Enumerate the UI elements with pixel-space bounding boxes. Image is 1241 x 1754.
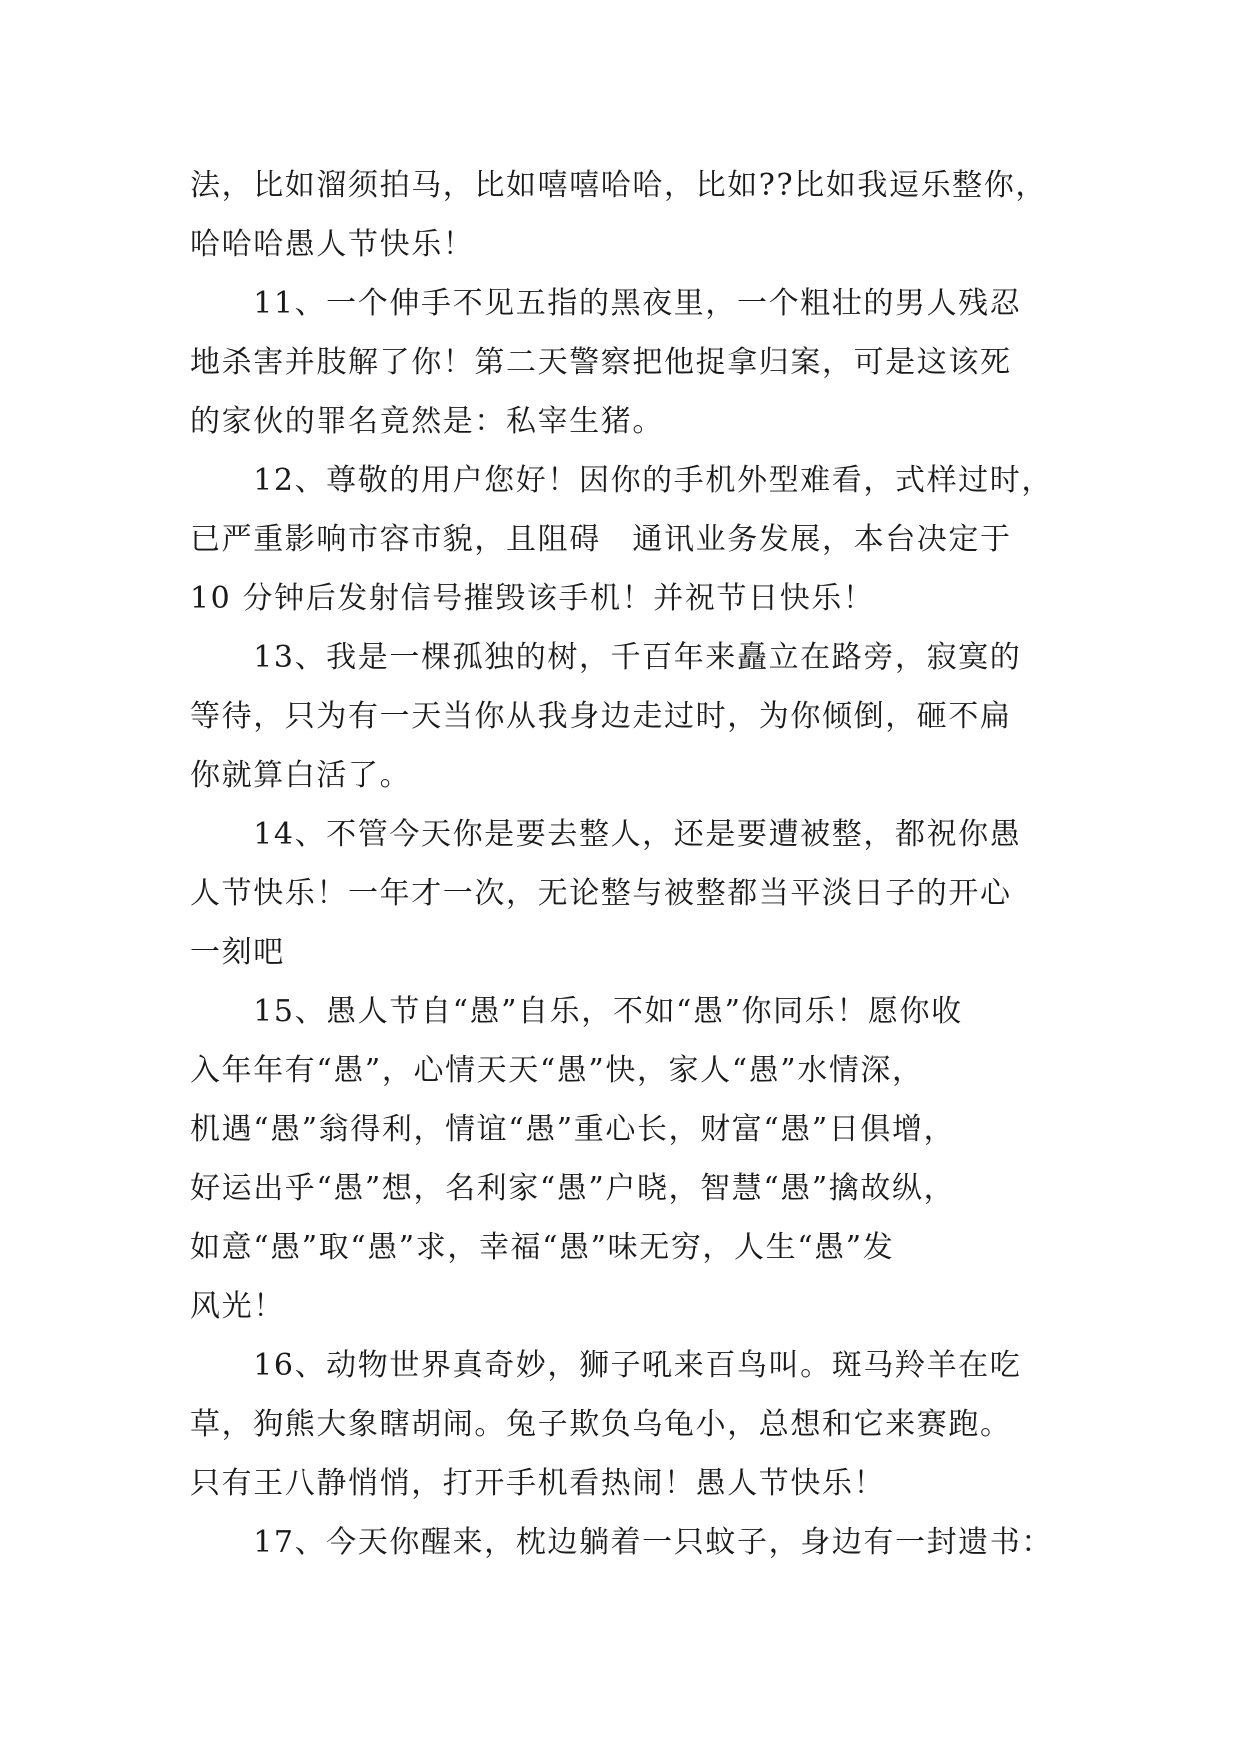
text-line: 只有王八静悄悄，打开手机看热闹！愚人节快乐！ <box>190 1466 886 1501</box>
text-line: 法，比如溜须拍马，比如嘻嘻哈哈，比如??比如我逗乐整你， <box>190 168 1047 203</box>
text-line: 14、不管今天你是要去整人，还是要遭被整，都祝你愚 <box>190 817 1022 852</box>
text-line: 风光！ <box>190 1289 285 1324</box>
text-line: 入年年有“愚”，心情天天“愚”快，家人“愚”水情深， <box>190 1053 924 1088</box>
text-line: 如意“愚”取“愚”求，幸福“愚”味无穷，人生“愚”发 <box>190 1230 895 1265</box>
text-line: 17、今天你醒来，枕边躺着一只蚊子，身边有一封遗书： <box>190 1525 1053 1560</box>
text-line: 15、愚人节自“愚”自乐，不如“愚”你同乐！愿你收 <box>190 994 963 1029</box>
text-line: 好运出乎“愚”想，名利家“愚”户晓，智慧“愚”擒故纵， <box>190 1171 956 1206</box>
text-line: 已严重影响市容市貌，且阻碍 通讯业务发展，本台决定于 <box>190 522 1012 557</box>
text-line: 人节快乐！一年才一次，无论整与被整都当平淡日子的开心 <box>190 876 1012 911</box>
text-line: 13、我是一棵孤独的树，千百年来矗立在路旁，寂寞的 <box>190 640 1022 675</box>
document-body <box>190 156 1052 1572</box>
text-line: 你就算白活了。 <box>190 758 412 793</box>
text-line: 哈哈哈愚人节快乐！ <box>190 227 475 262</box>
text-line: 16、动物世界真奇妙，狮子吼来百鸟叫。斑马羚羊在吃 <box>190 1348 1022 1383</box>
text-line: 一刻吧 <box>190 935 285 970</box>
text-line: 草，狗熊大象瞎胡闹。兔子欺负乌龟小，总想和它来赛跑。 <box>190 1407 1012 1442</box>
text-line: 地杀害并肢解了你！第二天警察把他捉拿归案，可是这该死 <box>190 345 1012 380</box>
text-line: 的家伙的罪名竟然是：私宰生猪。 <box>190 404 664 439</box>
text-line: 等待，只为有一天当你从我身边走过时，为你倾倒，砸不扁 <box>190 699 1012 734</box>
text-line: 12、尊敬的用户您好！因你的手机外型难看，式样过时， <box>190 463 1053 498</box>
text-line: 10 分钟后发射信号摧毁该手机！并祝节日快乐！ <box>190 581 875 616</box>
text-line: 11、一个伸手不见五指的黑夜里，一个粗壮的男人残忍 <box>190 286 1022 321</box>
text-line: 机遇“愚”翁得利，情谊“愚”重心长，财富“愚”日俱增， <box>190 1112 956 1147</box>
